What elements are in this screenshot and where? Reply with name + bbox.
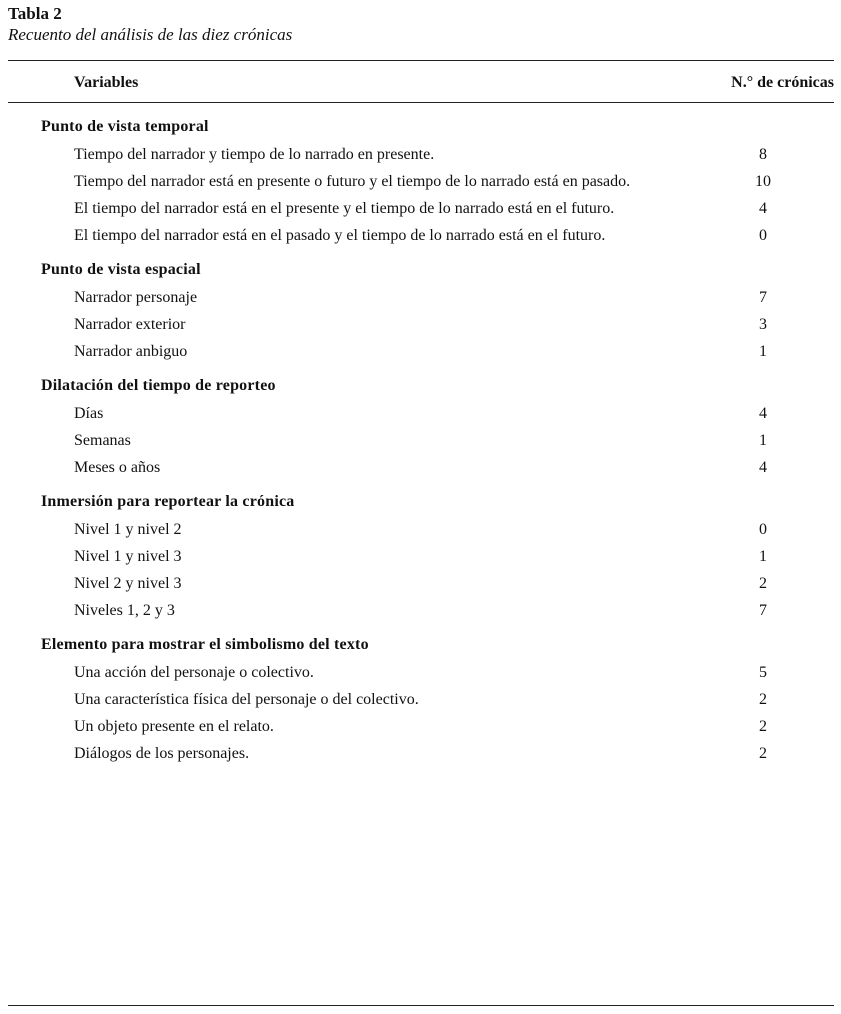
row-count: 0 (759, 521, 767, 538)
table-row (8, 287, 834, 308)
row-label: Niveles 1, 2 y 3 (74, 602, 175, 619)
table-section (8, 491, 834, 621)
table-row (8, 457, 834, 478)
row-count: 8 (759, 146, 767, 163)
header-variables: Variables (74, 74, 139, 91)
row-label: El tiempo del narrador está en el presente y el tiempo de lo narrado está en el futuro. (74, 200, 615, 217)
table-row (8, 171, 834, 192)
table-row (8, 314, 834, 335)
row-label: Meses o años (74, 459, 161, 476)
table-row (8, 198, 834, 219)
row-label: Nivel 1 y nivel 3 (74, 548, 182, 565)
row-label: Narrador personaje (74, 289, 198, 306)
top-rule (8, 60, 834, 61)
row-count: 0 (759, 227, 767, 244)
table-body (8, 116, 834, 777)
section-title: Inmersión para reportear la crónica (41, 493, 295, 510)
table-row (8, 573, 834, 594)
header-rule (8, 102, 834, 103)
table-section (8, 259, 834, 362)
row-label: Días (74, 405, 104, 422)
row-count: 1 (759, 343, 767, 360)
row-count: 2 (759, 745, 767, 762)
table-row (8, 546, 834, 567)
bottom-rule (8, 1005, 834, 1006)
row-count: 4 (759, 405, 767, 422)
table-row (8, 600, 834, 621)
row-label: Narrador anbiguo (74, 343, 188, 360)
row-label: El tiempo del narrador está en el pasado y el tiempo de lo narrado está en el futuro. (74, 227, 606, 244)
table-row (8, 341, 834, 362)
row-count: 2 (759, 718, 767, 735)
row-label: Una acción del personaje o colectivo. (74, 664, 314, 681)
table-section (8, 634, 834, 764)
row-count: 10 (755, 173, 771, 190)
table-row (8, 403, 834, 424)
row-count: 2 (759, 575, 767, 592)
row-count: 1 (759, 548, 767, 565)
section-title: Punto de vista temporal (41, 118, 209, 135)
table-row (8, 430, 834, 451)
row-label: Un objeto presente en el relato. (74, 718, 274, 735)
row-count: 4 (759, 459, 767, 476)
row-label: Nivel 1 y nivel 2 (74, 521, 182, 538)
table-document (8, 4, 834, 762)
table-row (8, 144, 834, 165)
table-section (8, 375, 834, 478)
table-row (8, 519, 834, 540)
row-count: 1 (759, 432, 767, 449)
table-row (8, 225, 834, 246)
row-label: Narrador exterior (74, 316, 186, 333)
row-count: 2 (759, 691, 767, 708)
row-label: Nivel 2 y nivel 3 (74, 575, 182, 592)
header-count: N.° de crónicas (731, 74, 834, 91)
section-title: Dilatación del tiempo de reporteo (41, 377, 276, 394)
table-row (8, 743, 834, 764)
table-caption: Recuento del análisis de las diez crónicas (8, 25, 293, 44)
section-title: Elemento para mostrar el simbolismo del texto (41, 636, 369, 653)
table-row (8, 689, 834, 710)
row-count: 4 (759, 200, 767, 217)
row-count: 5 (759, 664, 767, 681)
row-count: 7 (759, 602, 767, 619)
row-label: Tiempo del narrador está en presente o futuro y el tiempo de lo narrado está en pasado. (74, 173, 631, 190)
row-label: Diálogos de los personajes. (74, 745, 250, 762)
section-title: Punto de vista espacial (41, 261, 201, 278)
row-label: Semanas (74, 432, 131, 449)
table-row (8, 662, 834, 683)
row-count: 7 (759, 289, 767, 306)
table-header (8, 74, 834, 98)
row-count: 3 (759, 316, 767, 333)
table-section (8, 116, 834, 246)
table-row (8, 716, 834, 737)
row-label: Una característica física del personaje o del colectivo. (74, 691, 419, 708)
table-title: Tabla 2 (8, 4, 62, 23)
row-label: Tiempo del narrador y tiempo de lo narrado en presente. (74, 146, 435, 163)
